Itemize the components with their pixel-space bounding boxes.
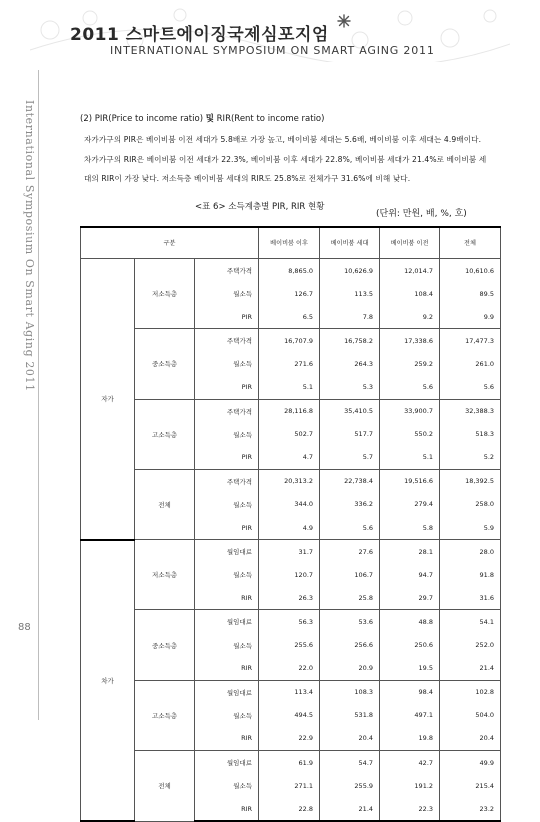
metric-label: RIR [195,657,259,681]
value-cell: 29.7 [380,586,440,610]
value-cell: 21.4 [440,657,501,681]
value-cell: 49.9 [440,750,501,774]
value-cell: 10,610.6 [440,259,501,283]
metric-label: RIR [195,727,259,751]
value-cell: 252.0 [440,634,501,657]
sidebar-vertical-title: International Symposium On Smart Aging 2011 [23,100,36,392]
value-cell: 126.7 [259,282,320,305]
value-cell: 22.3 [380,797,440,821]
value-cell: 20,313.2 [259,469,320,493]
value-cell: 27.6 [320,540,380,564]
income-group-label: 중소득층 [135,610,195,680]
value-cell: 7.8 [320,305,380,329]
value-cell: 271.1 [259,774,320,797]
symposium-title-english: INTERNATIONAL SYMPOSIUM ON SMART AGING 2011 [110,44,435,57]
value-cell: 91.8 [440,563,501,586]
value-cell: 517.7 [320,423,380,446]
metric-label: 주택가격 [195,399,259,423]
value-cell: 18,392.5 [440,469,501,493]
metric-label: 월임대료 [195,680,259,704]
value-cell: 5.9 [440,516,501,540]
metric-label: RIR [195,797,259,821]
value-cell: 22.0 [259,657,320,681]
value-cell: 20.4 [440,727,501,751]
metric-label: PIR [195,375,259,399]
value-cell: 12,014.7 [380,259,440,283]
value-cell: 215.4 [440,774,501,797]
value-cell: 250.6 [380,634,440,657]
income-group-label: 고소득층 [135,399,195,469]
value-cell: 255.6 [259,634,320,657]
income-group-label: 고소득층 [135,680,195,750]
value-cell: 336.2 [320,493,380,516]
value-cell: 5.7 [320,446,380,470]
value-cell: 21.4 [320,797,380,821]
value-cell: 259.2 [380,352,440,375]
section-heading-prefix: (2) PIR(Price to income ratio) [80,114,206,124]
section-heading-bold: 및 [205,114,214,124]
value-cell: 8,865.0 [259,259,320,283]
value-cell: 550.2 [380,423,440,446]
value-cell: 261.0 [440,352,501,375]
section-paragraph: 자가가구의 PIR은 베이비붐 이전 세대가 5.8배로 가장 높고, 베이비붐 세대는 5.6배, 베이비붐 이후 세대는 4.9배이다. 차가가구의 RIR은 베이비붐 이전 세대가 22.3%, 베이비붐 이후 세대가 22.8%, 베이비붐 세대가 21.4%로 베이비붐 세대의 RIR이 가장 낮다. 저소득층 베이비붐 세대의 RIR도 25.8%로 전체가구 31.6%에 비해 낮다. [84,135,487,183]
value-cell: 16,758.2 [320,329,380,353]
value-cell: 17,338.6 [380,329,440,353]
value-cell: 23.2 [440,797,501,821]
value-cell: 502.7 [259,423,320,446]
value-cell: 19.5 [380,657,440,681]
value-cell: 54.1 [440,610,501,634]
value-cell: 279.4 [380,493,440,516]
header-total: 전체 [440,227,501,259]
metric-label: PIR [195,446,259,470]
value-cell: 31.7 [259,540,320,564]
value-cell: 42.7 [380,750,440,774]
header-group: 구분 [81,227,259,259]
value-cell: 19.8 [380,727,440,751]
table-caption: <표 6> 소득계층별 PIR, RIR 현황 [195,202,325,212]
value-cell: 504.0 [440,704,501,727]
value-cell: 89.5 [440,282,501,305]
income-group-label: 저소득층 [135,540,195,610]
value-cell: 191.2 [380,774,440,797]
table-row [81,259,501,283]
value-cell: 32,388.3 [440,399,501,423]
metric-label: 월소득 [195,704,259,727]
value-cell: 518.3 [440,423,501,446]
value-cell: 4.7 [259,446,320,470]
value-cell: 26.3 [259,586,320,610]
value-cell: 120.7 [259,563,320,586]
value-cell: 9.2 [380,305,440,329]
value-cell: 54.7 [320,750,380,774]
metric-label: RIR [195,586,259,610]
star-burst-icon [337,14,351,28]
value-cell: 494.5 [259,704,320,727]
table-row [81,469,501,493]
value-cell: 5.2 [440,446,501,470]
value-cell: 258.0 [440,493,501,516]
metric-label: 월소득 [195,423,259,446]
value-cell: 20.4 [320,727,380,751]
value-cell: 5.8 [380,516,440,540]
value-cell: 98.4 [380,680,440,704]
value-cell: 5.1 [380,446,440,470]
value-cell: 5.6 [320,516,380,540]
metric-label: 주택가격 [195,329,259,353]
header-before-babyboom: 베이비붐 이전 [380,227,440,259]
value-cell: 4.9 [259,516,320,540]
value-cell: 102.8 [440,680,501,704]
metric-label: 월임대료 [195,750,259,774]
metric-label: 월임대료 [195,610,259,634]
metric-label: 월소득 [195,352,259,375]
value-cell: 113.4 [259,680,320,704]
table-row [81,399,501,423]
value-cell: 20.9 [320,657,380,681]
table-row [81,680,501,704]
table-row [81,329,501,353]
page-header [0,0,540,70]
header-after-babyboom: 베이비붐 이후 [259,227,320,259]
table-row [81,750,501,774]
table-body [81,259,501,822]
value-cell: 264.3 [320,352,380,375]
value-cell: 33,900.7 [380,399,440,423]
value-cell: 5.3 [320,375,380,399]
value-cell: 28.1 [380,540,440,564]
value-cell: 106.7 [320,563,380,586]
value-cell: 22,738.4 [320,469,380,493]
value-cell: 19,516.6 [380,469,440,493]
section-heading [80,112,324,124]
value-cell: 48.8 [380,610,440,634]
tenure-label: 차가 [81,540,135,822]
metric-label: 월임대료 [195,540,259,564]
table-row [81,540,501,564]
income-group-label: 전체 [135,469,195,539]
value-cell: 108.3 [320,680,380,704]
income-group-label: 중소득층 [135,329,195,399]
header-babyboom: 베이비붐 세대 [320,227,380,259]
metric-label: 주택가격 [195,469,259,493]
tenure-label: 자가 [81,259,135,540]
value-cell: 17,477.3 [440,329,501,353]
value-cell: 22.8 [259,797,320,821]
value-cell: 53.6 [320,610,380,634]
pir-rir-table [80,226,501,822]
value-cell: 56.3 [259,610,320,634]
metric-label: 주택가격 [195,259,259,283]
value-cell: 271.6 [259,352,320,375]
value-cell: 6.5 [259,305,320,329]
value-cell: 113.5 [320,282,380,305]
value-cell: 22.9 [259,727,320,751]
value-cell: 256.6 [320,634,380,657]
table-row [81,610,501,634]
value-cell: 35,410.5 [320,399,380,423]
sidebar-divider [38,70,39,720]
value-cell: 10,626.9 [320,259,380,283]
income-group-label: 전체 [135,750,195,821]
value-cell: 28,116.8 [259,399,320,423]
metric-label: 월소득 [195,634,259,657]
value-cell: 5.6 [380,375,440,399]
metric-label: 월소득 [195,493,259,516]
value-cell: 108.4 [380,282,440,305]
symposium-title-korean: 2011 스마트에이징국제심포지엄 [70,25,329,45]
page-number: 88 [18,622,31,633]
value-cell: 531.8 [320,704,380,727]
section-heading-suffix: RIR(Rent to income ratio) [213,114,325,124]
income-group-label: 저소득층 [135,259,195,329]
value-cell: 28.0 [440,540,501,564]
value-cell: 497.1 [380,704,440,727]
value-cell: 255.9 [320,774,380,797]
value-cell: 5.1 [259,375,320,399]
value-cell: 5.6 [440,375,501,399]
metric-label: 월소득 [195,563,259,586]
value-cell: 25.8 [320,586,380,610]
value-cell: 31.6 [440,586,501,610]
metric-label: 월소득 [195,774,259,797]
value-cell: 94.7 [380,563,440,586]
value-cell: 61.9 [259,750,320,774]
metric-label: 월소득 [195,282,259,305]
metric-label: PIR [195,516,259,540]
table-unit-note: (단위: 만원, 배, %, 호) [376,209,467,219]
value-cell: 9.9 [440,305,501,329]
value-cell: 344.0 [259,493,320,516]
value-cell: 16,707.9 [259,329,320,353]
metric-label: PIR [195,305,259,329]
